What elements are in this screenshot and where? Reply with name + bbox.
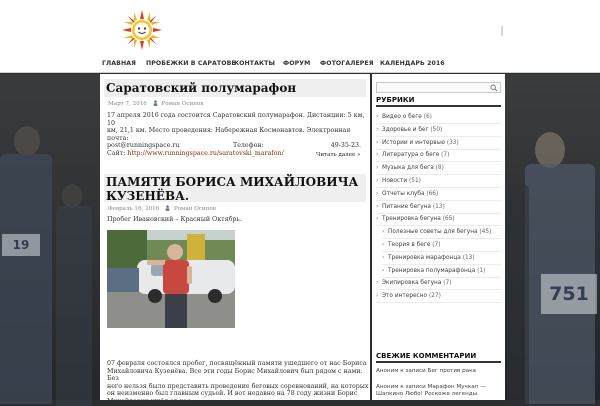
runner-body	[0, 154, 52, 404]
category-count: (6)	[423, 114, 432, 120]
site-link[interactable]: http://www.runningspace.ru/saratovski_marafon/	[127, 149, 284, 157]
category-count: (51)	[409, 178, 421, 184]
post-meta	[108, 205, 216, 212]
background-photo-right	[505, 74, 600, 400]
contact-phone: 49-35-23.	[330, 142, 361, 150]
sidebar-category-item[interactable]	[382, 240, 501, 252]
chevron-right-icon: ›	[376, 178, 379, 184]
sidebar-category-item[interactable]	[376, 176, 501, 188]
category-count: (45)	[479, 229, 492, 236]
category-count: (8)	[435, 165, 444, 172]
category-label: Это интересно	[382, 293, 428, 300]
excerpt-line: 17 апреля 2016 года состоится Саратовский полумарафон. Дистанции: 5 км, 10	[107, 112, 365, 127]
post-excerpt	[107, 112, 369, 158]
sidebar-category-item[interactable]	[376, 112, 501, 124]
runner-bib: 751	[541, 274, 597, 314]
post-title[interactable]	[106, 176, 358, 204]
post-title-line: ПАМЯТИ БОРИСА МИХАЙЛОВИЧА	[106, 175, 359, 189]
sidebar-category-item[interactable]	[376, 125, 501, 137]
category-count: (27)	[428, 293, 441, 300]
runner-body	[507, 184, 529, 404]
nav-item-calendar[interactable]: КАЛЕНДАРЬ 2016	[380, 60, 445, 67]
comments-heading: СВЕЖИЕ КОММЕНТАРИИ	[376, 352, 501, 363]
category-count: (50)	[430, 126, 443, 133]
main-content	[100, 74, 370, 405]
recent-comment[interactable]: Аноним к записи Бег против рака	[376, 368, 476, 374]
sidebar-category-item[interactable]	[376, 138, 501, 150]
runner-head	[62, 184, 82, 208]
author-icon	[153, 100, 158, 106]
post-author[interactable]: Роман Осипов	[173, 206, 216, 212]
category-count: (65)	[442, 216, 455, 223]
runner-head	[535, 132, 565, 168]
category-count: (1)	[477, 267, 486, 274]
category-label: Экипировка бегуна	[382, 280, 442, 287]
category-count: (33)	[446, 139, 459, 146]
post-author[interactable]: Роман Осипов	[161, 101, 204, 107]
sidebar-category-item[interactable]	[382, 266, 501, 278]
chevron-right-icon: ›	[376, 126, 379, 133]
nav-item-gallery[interactable]: ФОТОГАЛЕРЕЯ	[320, 60, 374, 67]
read-more-link[interactable]: Читать далее »	[316, 152, 361, 158]
category-label: Тренировка бегуна	[382, 216, 441, 223]
chevron-right-icon: ›	[382, 267, 385, 274]
excerpt-line	[107, 142, 369, 150]
nav-item-runs[interactable]: ПРОБЕЖКИ В САРАТОВЕ	[146, 60, 236, 67]
sidebar-category-item[interactable]	[376, 163, 501, 175]
category-count: (13)	[432, 203, 445, 210]
post-title[interactable]: Саратовский полумарафон	[106, 81, 297, 95]
post-subtitle: Пробег Ивановский – Красный Октябрь.	[107, 216, 242, 223]
post-title-line: КУЗЕНЁВА.	[106, 188, 190, 203]
runner-bib: 19	[2, 234, 40, 256]
sidebar-category-item[interactable]	[376, 202, 501, 214]
search-icon[interactable]	[490, 84, 498, 92]
body-line: него нельзя было представить проведение беговых соревнований, на которых	[107, 382, 369, 390]
sidebar-category-item[interactable]	[376, 150, 501, 162]
main-nav	[0, 58, 600, 73]
chevron-right-icon: ›	[376, 293, 379, 300]
post-meta	[108, 100, 203, 107]
excerpt-line: км, 21,1 км. Место проведения: Набережная Космонавтов. Электронная почта:	[107, 127, 351, 142]
sidebar-category-item[interactable]	[376, 278, 501, 290]
sidebar-category-item[interactable]	[382, 253, 501, 265]
sidebar	[372, 74, 505, 400]
chevron-right-icon: ›	[376, 216, 379, 223]
category-label: Полезные советы для бегуна	[388, 229, 478, 236]
category-count: (7)	[441, 152, 450, 159]
post-date: Март 7, 2016	[108, 101, 147, 107]
category-label: Здоровье и бег	[382, 126, 429, 133]
header-divider	[501, 26, 503, 36]
category-count: (7)	[432, 242, 441, 248]
nav-item-home[interactable]: ГЛАВНАЯ	[102, 60, 137, 67]
sidebar-category-item[interactable]	[382, 227, 501, 239]
sidebar-category-item[interactable]	[376, 214, 501, 226]
category-label: Истории и интервью	[382, 139, 446, 146]
category-label: Отчеты клуба	[382, 190, 425, 197]
category-count: (13)	[462, 254, 475, 261]
category-count: (66)	[426, 190, 439, 197]
chevron-right-icon: ›	[376, 139, 379, 146]
category-label: Видео о беге	[382, 114, 422, 120]
category-label: Питание бегуна	[382, 203, 431, 210]
contact-phone-label: Телефон:	[233, 142, 264, 150]
body-line: 07 февраля состоялся пробег, посвящённый памяти ушедшего от нас Бориса	[107, 360, 367, 367]
chevron-right-icon: ›	[382, 242, 385, 248]
chevron-right-icon: ›	[376, 114, 379, 120]
category-label: Литература о беге	[382, 152, 440, 159]
search-input[interactable]	[376, 82, 501, 93]
category-label: Тренировка полумарафонца	[388, 267, 476, 274]
category-label: Теория в беге	[388, 242, 431, 248]
nav-item-forum[interactable]: ФОРУМ	[283, 60, 311, 67]
chevron-right-icon: ›	[376, 190, 379, 197]
chevron-right-icon: ›	[376, 152, 379, 159]
author-icon	[165, 205, 170, 211]
site-label: Сайт:	[107, 149, 126, 157]
photo-image	[107, 230, 235, 328]
background-photo-left	[0, 74, 100, 400]
recent-comment[interactable]: Аноним к записи Марафон Мучкап — Шапкино Любо! Роскоже легенды.	[376, 384, 486, 397]
post-photo[interactable]	[107, 230, 235, 328]
chevron-right-icon: ›	[382, 229, 385, 236]
chevron-right-icon: ›	[382, 254, 385, 261]
category-label: Музыка для бега	[382, 165, 434, 172]
site-header	[0, 0, 600, 58]
sidebar-category-item[interactable]	[376, 189, 501, 201]
post-body	[107, 360, 369, 406]
post-date: Февраль 16, 2016	[108, 206, 160, 212]
chevron-right-icon: ›	[376, 165, 379, 172]
chevron-right-icon: ›	[376, 203, 379, 210]
category-label: Новости	[382, 178, 408, 184]
category-count: (7)	[443, 280, 452, 287]
body-line: Михайлович ушёл от нас.	[107, 397, 193, 405]
chevron-right-icon: ›	[376, 280, 379, 287]
body-line: Михайловича Кузенёва. Все эти годы Борис Михайлович был рядом с нами. Без	[107, 367, 363, 383]
contact-email: post@runningspace.ru	[107, 142, 180, 150]
sun-logo-icon[interactable]	[122, 10, 162, 50]
runner-body	[56, 206, 92, 406]
runner-head	[14, 126, 40, 156]
category-label: Тренировка марафонца	[388, 254, 461, 261]
nav-item-contacts[interactable]: КОНТАКТЫ	[234, 60, 275, 67]
categories-heading: РУБРИКИ	[376, 96, 501, 107]
sidebar-category-item[interactable]	[376, 291, 501, 303]
body-line: он неизменно был главным судьей. И вот недавно на 78 году жизни Борис	[107, 390, 358, 398]
